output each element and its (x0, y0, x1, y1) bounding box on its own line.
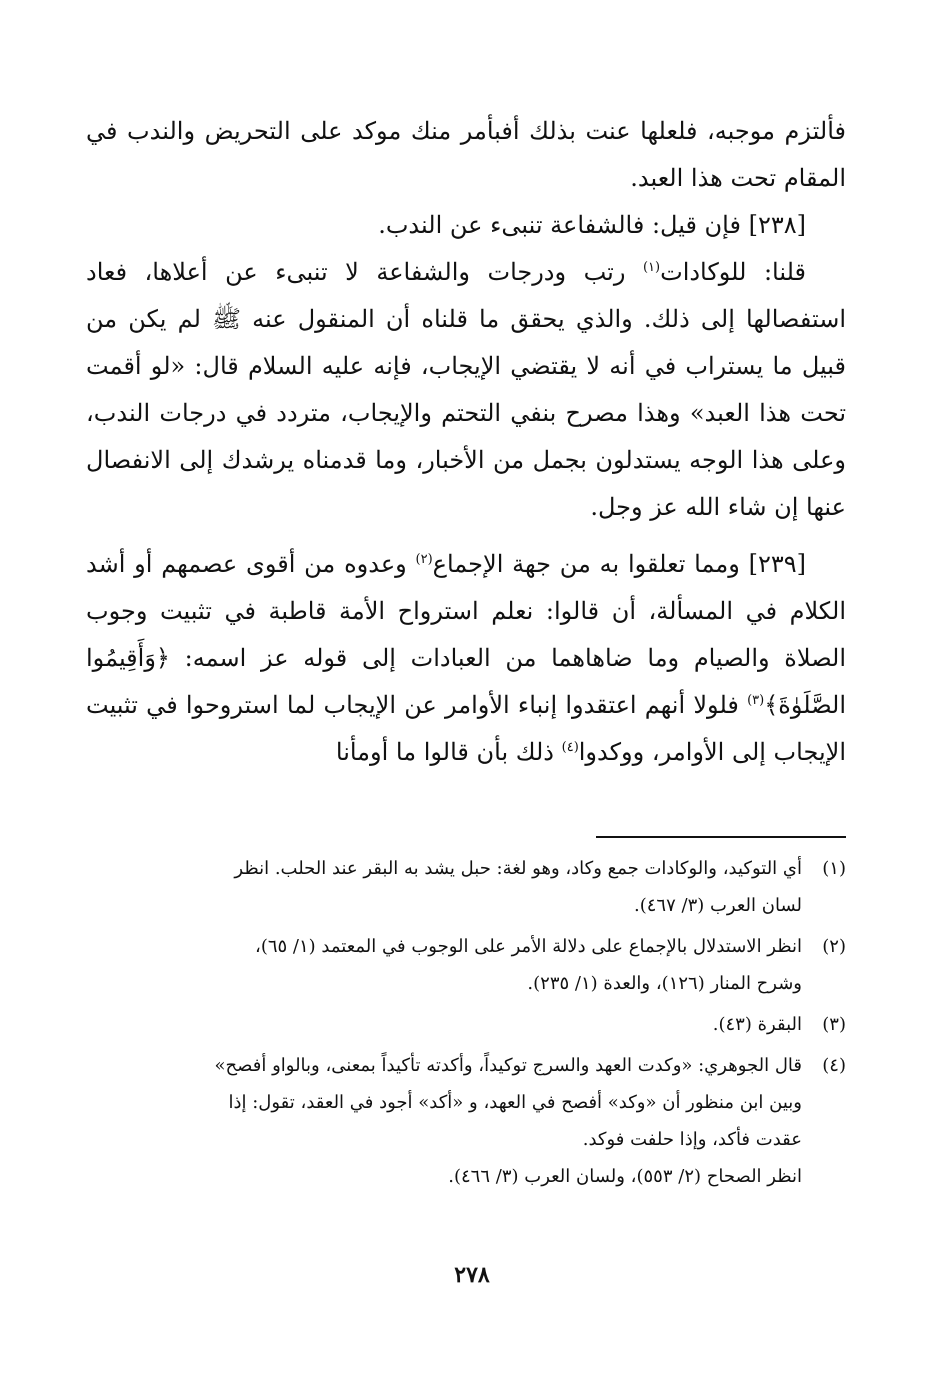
footnote-2 (98, 928, 846, 1002)
footnote-4 (98, 1047, 846, 1195)
paragraph-1-text: فألتزم موجبه، فلعلها عنت بذلك أفبأمر منك موكد على التحريض والندب في المقام تحت هذا العبد. (86, 117, 847, 192)
footnote-line: وبين ابن منظور أن «وكد» أفصح في العهد، و «أكد» أجود في العقد، تقول: إذا (228, 1092, 802, 1113)
footnote-number: (٣) (822, 1014, 846, 1035)
footnote-body (98, 1006, 802, 1043)
paragraph-239 (86, 541, 846, 776)
footnote-number: (١) (822, 858, 846, 879)
footnote-3 (98, 1006, 846, 1043)
footnote-line: لسان العرب (٣/ ٤٦٧). (634, 895, 802, 916)
paragraph-238 (86, 202, 846, 249)
footnote-number: (٤) (822, 1055, 846, 1076)
footnote-body (98, 850, 802, 924)
main-text (86, 108, 846, 776)
footnote-line: أي التوكيد، والوكادات جمع وكاد، وهو لغة: حبل يشد به البقر عند الحلب. انظر (234, 858, 802, 879)
paragraph-239-part-c: فلولا أنهم اعتقدوا إنباء الأوامر عن الإيجاب لما استروحوا في تثبيت الإيجاب إلى الأوامر، ووكدوا (86, 691, 846, 766)
footnote-ref-4: (٤) (561, 740, 579, 755)
footnote-number: (٢) (822, 936, 846, 957)
paragraph-239-part-b: وعدوه من أقوى عصمهم أو أشد الكلام في المسألة، أن قالوا: نعلم استرواح الأمة قاطبة في تثبيت وجوب الصلاة والصيام وما ضاهاهما من العبادات إلى قوله عز اسمه: ﴿وَأَقِيمُوا الصَّلَوٰةَ﴾ (86, 550, 847, 719)
paragraph-answer (86, 249, 846, 531)
footnote-line: عقدت فأكد، وإذا حلفت فوكد. (582, 1129, 802, 1150)
paragraph-239-part-d: ذلك بأن قالوا ما أومأنا (335, 738, 562, 766)
footnote-ref-2: (٢) (415, 552, 433, 567)
paragraph-answer-start: قلنا: للوكادات (660, 258, 807, 286)
footnote-ref-1: (١) (642, 260, 661, 275)
footnote-body (98, 928, 802, 1002)
footnote-ref-3: (٣) (747, 693, 765, 708)
footnote-line: وشرح المنار (١٢٦)، والعدة (١/ ٢٣٥). (527, 973, 802, 994)
footnote-line: قال الجوهري: «وكدت العهد والسرج توكيداً، وأكدته تأكيداً بمعنى، وبالواو أفصح» (214, 1055, 802, 1076)
paragraph-239-part-a: [٢٣٩] ومما تعلقوا به من جهة الإجماع (432, 550, 806, 578)
footnote-1 (98, 850, 846, 924)
footnote-line: البقرة (٤٣). (712, 1014, 802, 1035)
footnote-divider (596, 836, 846, 838)
footnote-body (98, 1047, 802, 1195)
paragraph-answer-rest: رتب ودرجات والشفاعة لا تنبىء عن أعلاها، فعاد استفصالها إلى ذلك. والذي يحقق ما قلناه أن المنقول عنه ﷺ لم يكن من قبيل ما يستراب في أنه لا يقتضي الإيجاب، فإنه عليه السلام قال: «لو أقمت تحت هذا العبد» وهذا مصرح بنفي التحتم والإيجاب، متردد في درجات الندب، وعلى هذا الوجه يستدلون بجمل من الأخبار، وما قدمناه يرشدك إلى الانفصال عنها إن شاء الله عز وجل. (86, 258, 846, 521)
paragraph-1 (86, 108, 846, 202)
footnotes (98, 850, 846, 1199)
footnote-line: انظر الاستدلال بالإجماع على دلالة الأمر على الوجوب في المعتمد (١/ ٦٥)، (255, 936, 802, 957)
paragraph-238-text: [٢٣٨] فإن قيل: فالشفاعة تنبىء عن الندب. (378, 211, 806, 239)
page-number: ٢٧٨ (454, 1262, 490, 1288)
footnote-line: انظر الصحاح (٢/ ٥٥٣)، ولسان العرب (٣/ ٤٦٦). (448, 1166, 802, 1187)
